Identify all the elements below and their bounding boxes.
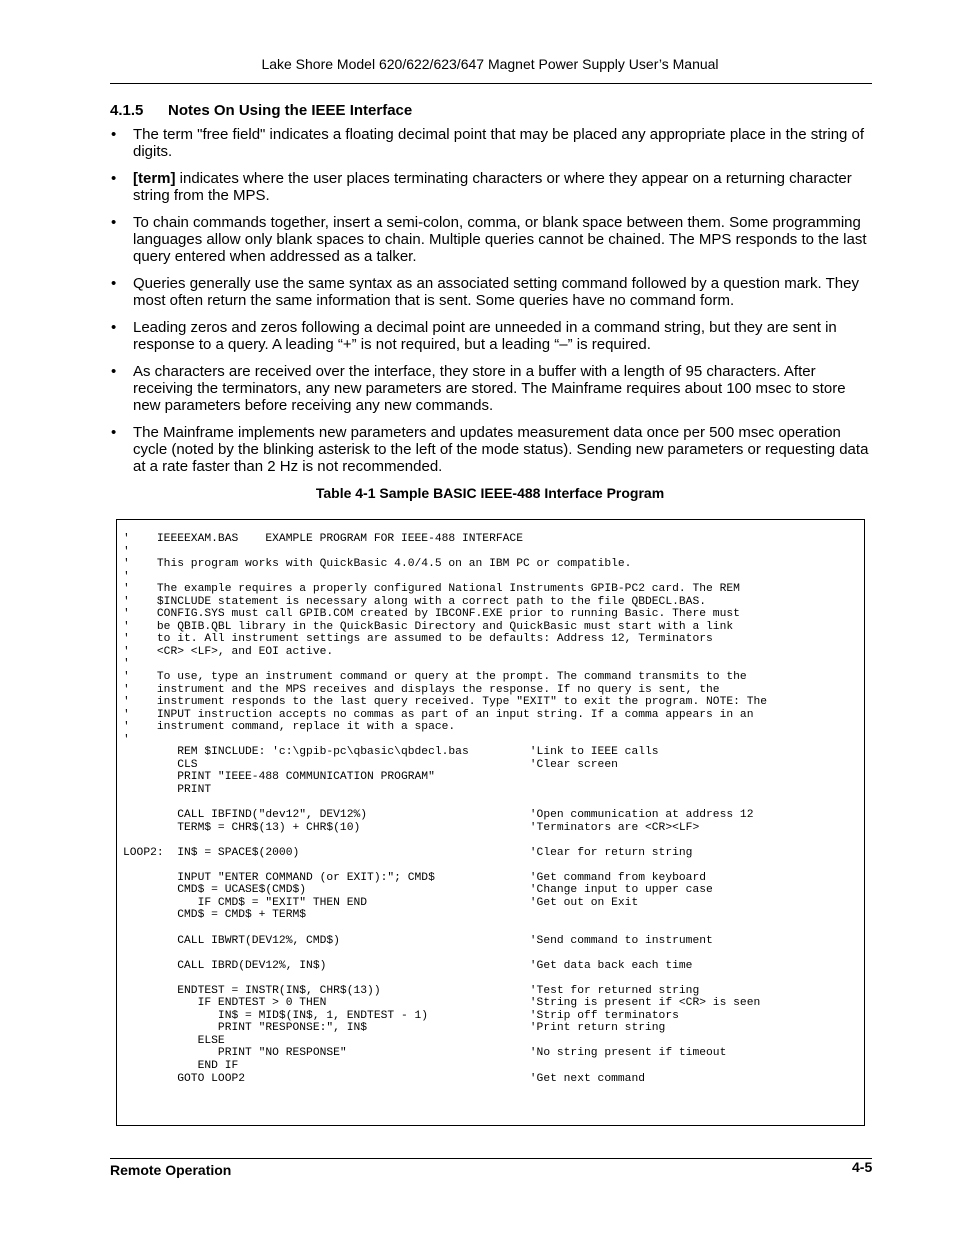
bullet-text: The Mainframe implements new parameters and updates measurement data once per 500 msec operation cycle (noted by the blinking asterisk to the left of the mode status). Sending new parameters or requesting data at a rate faster than 2 Hz is not recommended.	[133, 424, 869, 475]
code-line: '	[123, 545, 130, 558]
code-line: CALL IBWRT(DEV12%, CMD$) 'Send command to instrument	[123, 934, 713, 947]
code-line: INPUT "ENTER COMMAND (or EXIT):"; CMD$ 'Get command from keyboard	[123, 871, 707, 884]
code-listing-box	[116, 519, 865, 1126]
code-line: CALL IBRD(DEV12%, IN$) 'Get data back each time	[123, 959, 693, 972]
notes-bullet-list	[110, 126, 872, 485]
bullet-item	[110, 126, 872, 160]
bullet-icon: •	[111, 170, 117, 187]
bullet-item	[110, 170, 872, 204]
bullet-bold-term: [term]	[133, 170, 176, 187]
code-line: END IF	[123, 1059, 239, 1072]
header-rule	[110, 83, 872, 84]
bullet-icon: •	[111, 214, 117, 231]
code-listing	[123, 533, 767, 1085]
code-line: PRINT "RESPONSE:", IN$ 'Print return string	[123, 1022, 666, 1035]
code-line: IF ENDTEST > 0 THEN 'String is present if <CR> is seen	[123, 997, 761, 1010]
code-line: PRINT "IEEE-488 COMMUNICATION PROGRAM"	[123, 771, 435, 784]
bullet-icon: •	[111, 363, 117, 380]
footer-section-name: Remote Operation	[110, 1162, 232, 1178]
bullet-text: To chain commands together, insert a semi-colon, comma, or blank space between them. Some programming languages allow only blank spaces to chain. Multiple queries cannot be chained. The MPS responds to the last query entered when addressed as a talker.	[133, 214, 867, 265]
bullet-item	[110, 275, 872, 309]
code-line: ' instrument command, replace it with a space.	[123, 721, 456, 734]
code-line: ' <CR> <LF>, and EOI active.	[123, 645, 334, 658]
code-line: '	[123, 658, 130, 671]
bullet-text: Queries generally use the same syntax as an associated setting command followed by a question mark. They most often return the same information that is sent. Some queries have no command form.	[133, 275, 859, 309]
bullet-item	[110, 214, 872, 265]
code-line: IN$ = MID$(IN$, 1, ENDTEST - 1) 'Strip off terminators	[123, 1009, 679, 1022]
bullet-text: Leading zeros and zeros following a decimal point are unneeded in a command string, but they are sent in response to a query. A leading “+” is not required, but a leading “–” is required.	[133, 319, 837, 353]
bullet-text: As characters are received over the interface, they store in a buffer with a length of 95 characters. After receiving the terminators, any new parameters are stored. The Mainframe requires about 100 msec to store new parameters before receiving any new commands.	[133, 363, 846, 414]
bullet-item	[110, 363, 872, 414]
code-line: CMD$ = UCASE$(CMD$) 'Change input to upper case	[123, 884, 713, 897]
code-line: ' The example requires a properly configured National Instruments GPIB-PC2 card. The REM	[123, 583, 740, 596]
section-title: Notes On Using the IEEE Interface	[168, 102, 413, 119]
table-caption: Table 4-1 Sample BASIC IEEE-488 Interface Program	[315, 485, 665, 501]
code-line: TERM$ = CHR$(13) + CHR$(10) 'Terminators are <CR><LF>	[123, 821, 700, 834]
code-line: ' instrument responds to the last query received. Type "EXIT" to exit the program. NOTE: The	[123, 696, 768, 709]
code-line: ' INPUT instruction accepts no commas as part of an input string. If a comma appears in an	[123, 708, 754, 721]
code-line: PRINT "NO RESPONSE" 'No string present if timeout	[123, 1047, 727, 1060]
bullet-item	[110, 424, 872, 475]
code-line: '	[123, 733, 130, 746]
code-line: IF CMD$ = "EXIT" THEN END 'Get out on Exit	[123, 896, 639, 909]
code-line: ' To use, type an instrument command or query at the prompt. The command transmits to the	[123, 671, 747, 684]
code-line: CALL IBFIND("dev12", DEV12%) 'Open communication at address 12	[123, 809, 754, 822]
code-line: REM $INCLUDE: 'c:\gpib-pc\qbasic\qbdecl.bas 'Link to IEEE calls	[123, 746, 659, 759]
code-line: ' to it. All instrument settings are assumed to be defaults: Address 12, Terminators	[123, 633, 713, 646]
code-line: ' IEEEEXAM.BAS EXAMPLE PROGRAM FOR IEEE-488 INTERFACE	[123, 533, 523, 545]
code-line: ENDTEST = INSTR(IN$, CHR$(13)) 'Test for returned string	[123, 984, 700, 997]
bullet-icon: •	[111, 275, 117, 292]
code-line: '	[123, 570, 130, 583]
bullet-text: The term "free field" indicates a floating decimal point that may be placed any appropriate place in the string of digits.	[133, 126, 865, 160]
code-line: ' $INCLUDE statement is necessary along with a correct path to the file QBDECL.BAS.	[123, 595, 707, 608]
code-line: GOTO LOOP2 'Get next command	[123, 1072, 646, 1085]
code-line: CMD$ = CMD$ + TERM$	[123, 909, 307, 922]
code-line: ' instrument and the MPS receives and displays the response. If no query is sent, the	[123, 683, 720, 696]
code-line: ELSE	[123, 1034, 225, 1047]
section-heading	[110, 102, 412, 119]
bullet-icon: •	[111, 424, 117, 441]
code-line: CLS 'Clear screen	[123, 758, 618, 771]
section-number: 4.1.5	[110, 102, 144, 119]
footer-rule	[110, 1158, 872, 1159]
code-line: ' This program works with QuickBasic 4.0/4.5 on an IBM PC or compatible.	[123, 558, 632, 571]
page-number: 4-5	[852, 1159, 873, 1175]
bullet-text: indicates where the user places terminating characters or where they appear on a returning character string from the MPS.	[133, 170, 852, 204]
code-line: ' CONFIG.SYS must call GPIB.COM created by IBCONF.EXE prior to running Basic. There must	[123, 608, 740, 621]
code-line: LOOP2: IN$ = SPACE$(2000) 'Clear for return string	[123, 846, 693, 859]
code-line: PRINT	[123, 783, 212, 796]
bullet-item	[110, 319, 872, 353]
bullet-icon: •	[111, 126, 117, 143]
bullet-icon: •	[111, 319, 117, 336]
code-line: ' be QBIB.QBL library in the QuickBasic Directory and QuickBasic must start with a link	[123, 620, 734, 633]
running-header: Lake Shore Model 620/622/623/647 Magnet Power Supply User’s Manual	[261, 56, 719, 72]
